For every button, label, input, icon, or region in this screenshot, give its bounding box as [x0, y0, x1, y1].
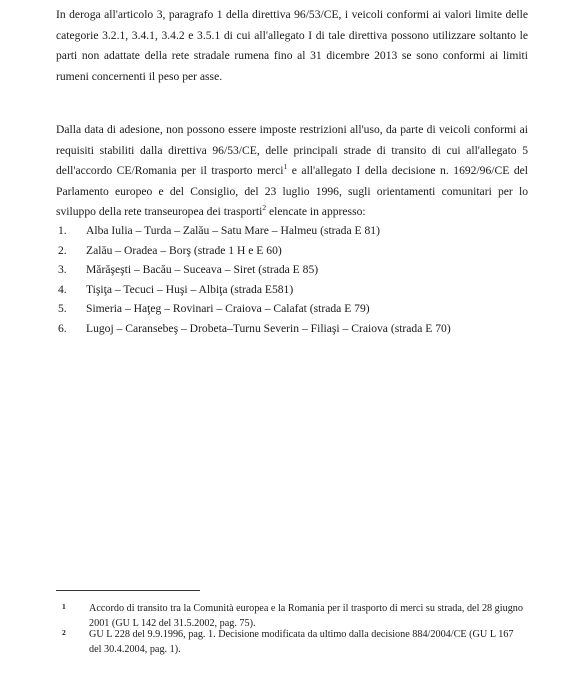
list-item-text: Simeria – Haţeg – Rovinari – Craiova – Calafat (strada E 79): [86, 302, 370, 316]
paragraph-adhesion: [56, 120, 528, 223]
footnote-mark: 1: [62, 602, 66, 611]
list-item-text: Mărăşeşti – Bacău – Suceava – Siret (strada E 85): [86, 263, 319, 277]
paragraph-adhesion-part2: e all'allegato I della decisione n. 1692/96/CE del Parlamento europeo e del Consiglio, del 23 luglio 1996, sugli orientamenti comunitari per lo sviluppo della rete transeuropea dei trasporti: [56, 164, 528, 218]
paragraph-adhesion-part1: Dalla data di adesione, non possono essere imposte restrizioni all'uso, da parte di veicoli conformi ai requisiti stabiliti dalla direttiva 96/53/CE, delle principali strade di transito di cui all'allegato 5 dell'accordo CE/Romania per il trasporto merci: [56, 123, 528, 177]
list-item: [58, 319, 528, 339]
list-item-number: 6.: [58, 321, 67, 335]
list-item-number: 3.: [58, 263, 67, 277]
list-item-text: Zalău – Oradea – Borş (strade 1 H e E 60): [86, 243, 282, 257]
list-item-text: Lugoj – Caransebeş – Drobeta–Turnu Severin – Filiaşi – Craiova (strada E 70): [86, 321, 451, 335]
paragraph-adhesion-part3: elencate in appresso:: [266, 205, 366, 218]
paragraph-derogation: In deroga all'articolo 3, paragrafo 1 della direttiva 96/53/CE, i veicoli conformi ai valori limite delle categorie 3.2.1, 3.4.1, 3.4.2 e 3.5.1 di cui all'allegato I di tale direttiva possono utilizzare soltanto le parti non adattate della rete stradale rumena fino al 31 dicembre 2013 se sono conformi ai limiti rumeni concernenti il peso per asse.: [56, 8, 528, 83]
list-item: [58, 299, 528, 319]
list-item-text: Alba Iulia – Turda – Zalău – Satu Mare – Halmeu (strada E 81): [86, 224, 380, 237]
list-item-number: 5.: [58, 302, 67, 316]
list-item-number: 1.: [58, 224, 67, 237]
footnote-text: Accordo di transito tra la Comunità europea e la Romania per il trasporto di merci su strada, del 28 giugno 2001 (GU L 142 del 31.5.2002, pag. 75).: [89, 603, 523, 629]
list-item: [58, 280, 528, 300]
footnote-2: [62, 627, 528, 657]
route-list: [58, 221, 528, 339]
list-item: [58, 260, 528, 280]
footnote-text: GU L 228 del 9.9.1996, pag. 1. Decisione modificata da ultimo dalla decisione 884/2004/CE (GU L 167 del 30.4.2004, pag. 1).: [89, 629, 514, 655]
footnote-mark: 2: [62, 628, 66, 637]
list-item: [58, 221, 528, 241]
list-item-text: Tişiţa – Tecuci – Huşi – Albiţa (strada E581): [86, 282, 294, 296]
footnote-ref-2[interactable]: 2: [262, 203, 267, 212]
list-item-number: 4.: [58, 282, 67, 296]
footnote-ref-1[interactable]: 1: [283, 162, 288, 171]
footnote-divider: [56, 590, 200, 591]
list-item: [58, 241, 528, 261]
list-item-number: 2.: [58, 243, 67, 257]
